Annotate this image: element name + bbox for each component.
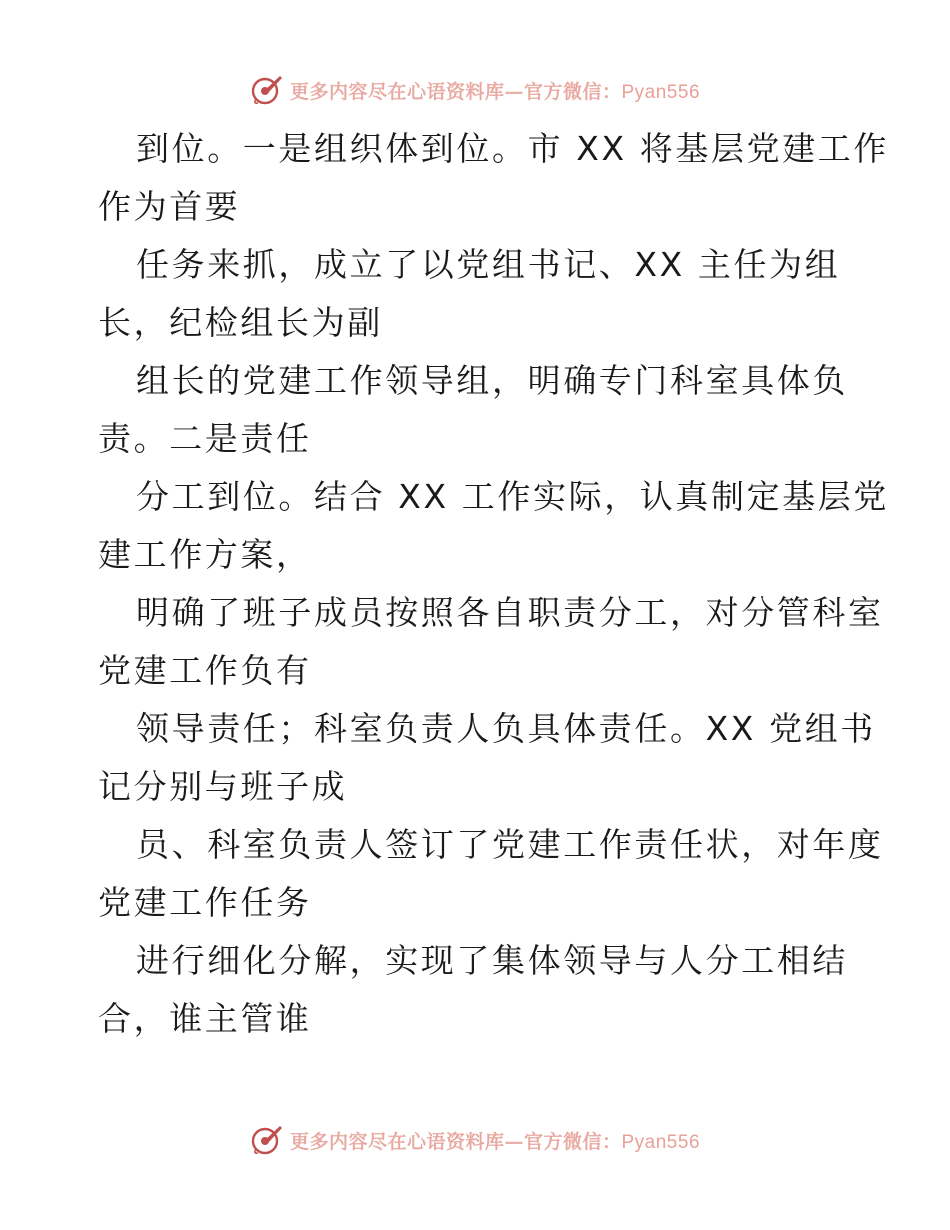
watermark-text: [290, 1127, 700, 1154]
watermark-wechat-id: Pyan556: [621, 81, 701, 103]
watermark-site-text: 更多内容尽在心语资料库: [289, 80, 505, 103]
text-line: 任务来抓，成立了以党组书记、XX 主任为组: [136, 245, 841, 284]
watermark-site-text: 更多内容尽在心语资料库: [289, 1130, 505, 1153]
text-line: 组长的党建工作领导组，明确专门科室具体负: [136, 361, 848, 400]
pen-logo-icon: [250, 73, 284, 107]
watermark-wechat-label: 官方微信：: [523, 1130, 622, 1153]
text-line: 到位。一是组织体到位。市 XX 将基层党建工作: [136, 129, 889, 168]
watermark-dash: —: [504, 1130, 524, 1153]
text-line: 领导责任；科室负责人负具体责任。XX 党组书: [136, 709, 876, 748]
text-line: 合，谁主管谁: [98, 999, 312, 1038]
watermark-wechat-label: 官方微信：: [523, 80, 622, 103]
footer-watermark: [0, 1120, 950, 1160]
text-line: 作为首要: [98, 187, 241, 226]
text-line: 党建工作负有: [98, 651, 312, 690]
text-line: 党建工作任务: [98, 883, 312, 922]
watermark-dash: —: [504, 80, 524, 103]
watermark-wechat-id: Pyan556: [621, 1131, 701, 1153]
text-line: 进行细化分解，实现了集体领导与人分工相结: [136, 941, 848, 980]
document-body: [98, 120, 889, 1048]
text-line: 长，纪检组长为副: [98, 303, 383, 342]
text-line: 分工到位。结合 XX 工作实际，认真制定基层党: [136, 477, 889, 516]
text-line: 明确了班子成员按照各自职责分工，对分管科室: [136, 593, 884, 632]
text-line: 记分别与班子成: [98, 767, 348, 806]
watermark-text: [290, 77, 700, 104]
pen-logo-icon: [250, 1123, 284, 1157]
header-watermark: [0, 70, 950, 110]
text-line: 员、科室负责人签订了党建工作责任状，对年度: [136, 825, 884, 864]
text-line: 责。二是责任: [98, 419, 312, 458]
text-line: 建工作方案，: [98, 535, 312, 574]
